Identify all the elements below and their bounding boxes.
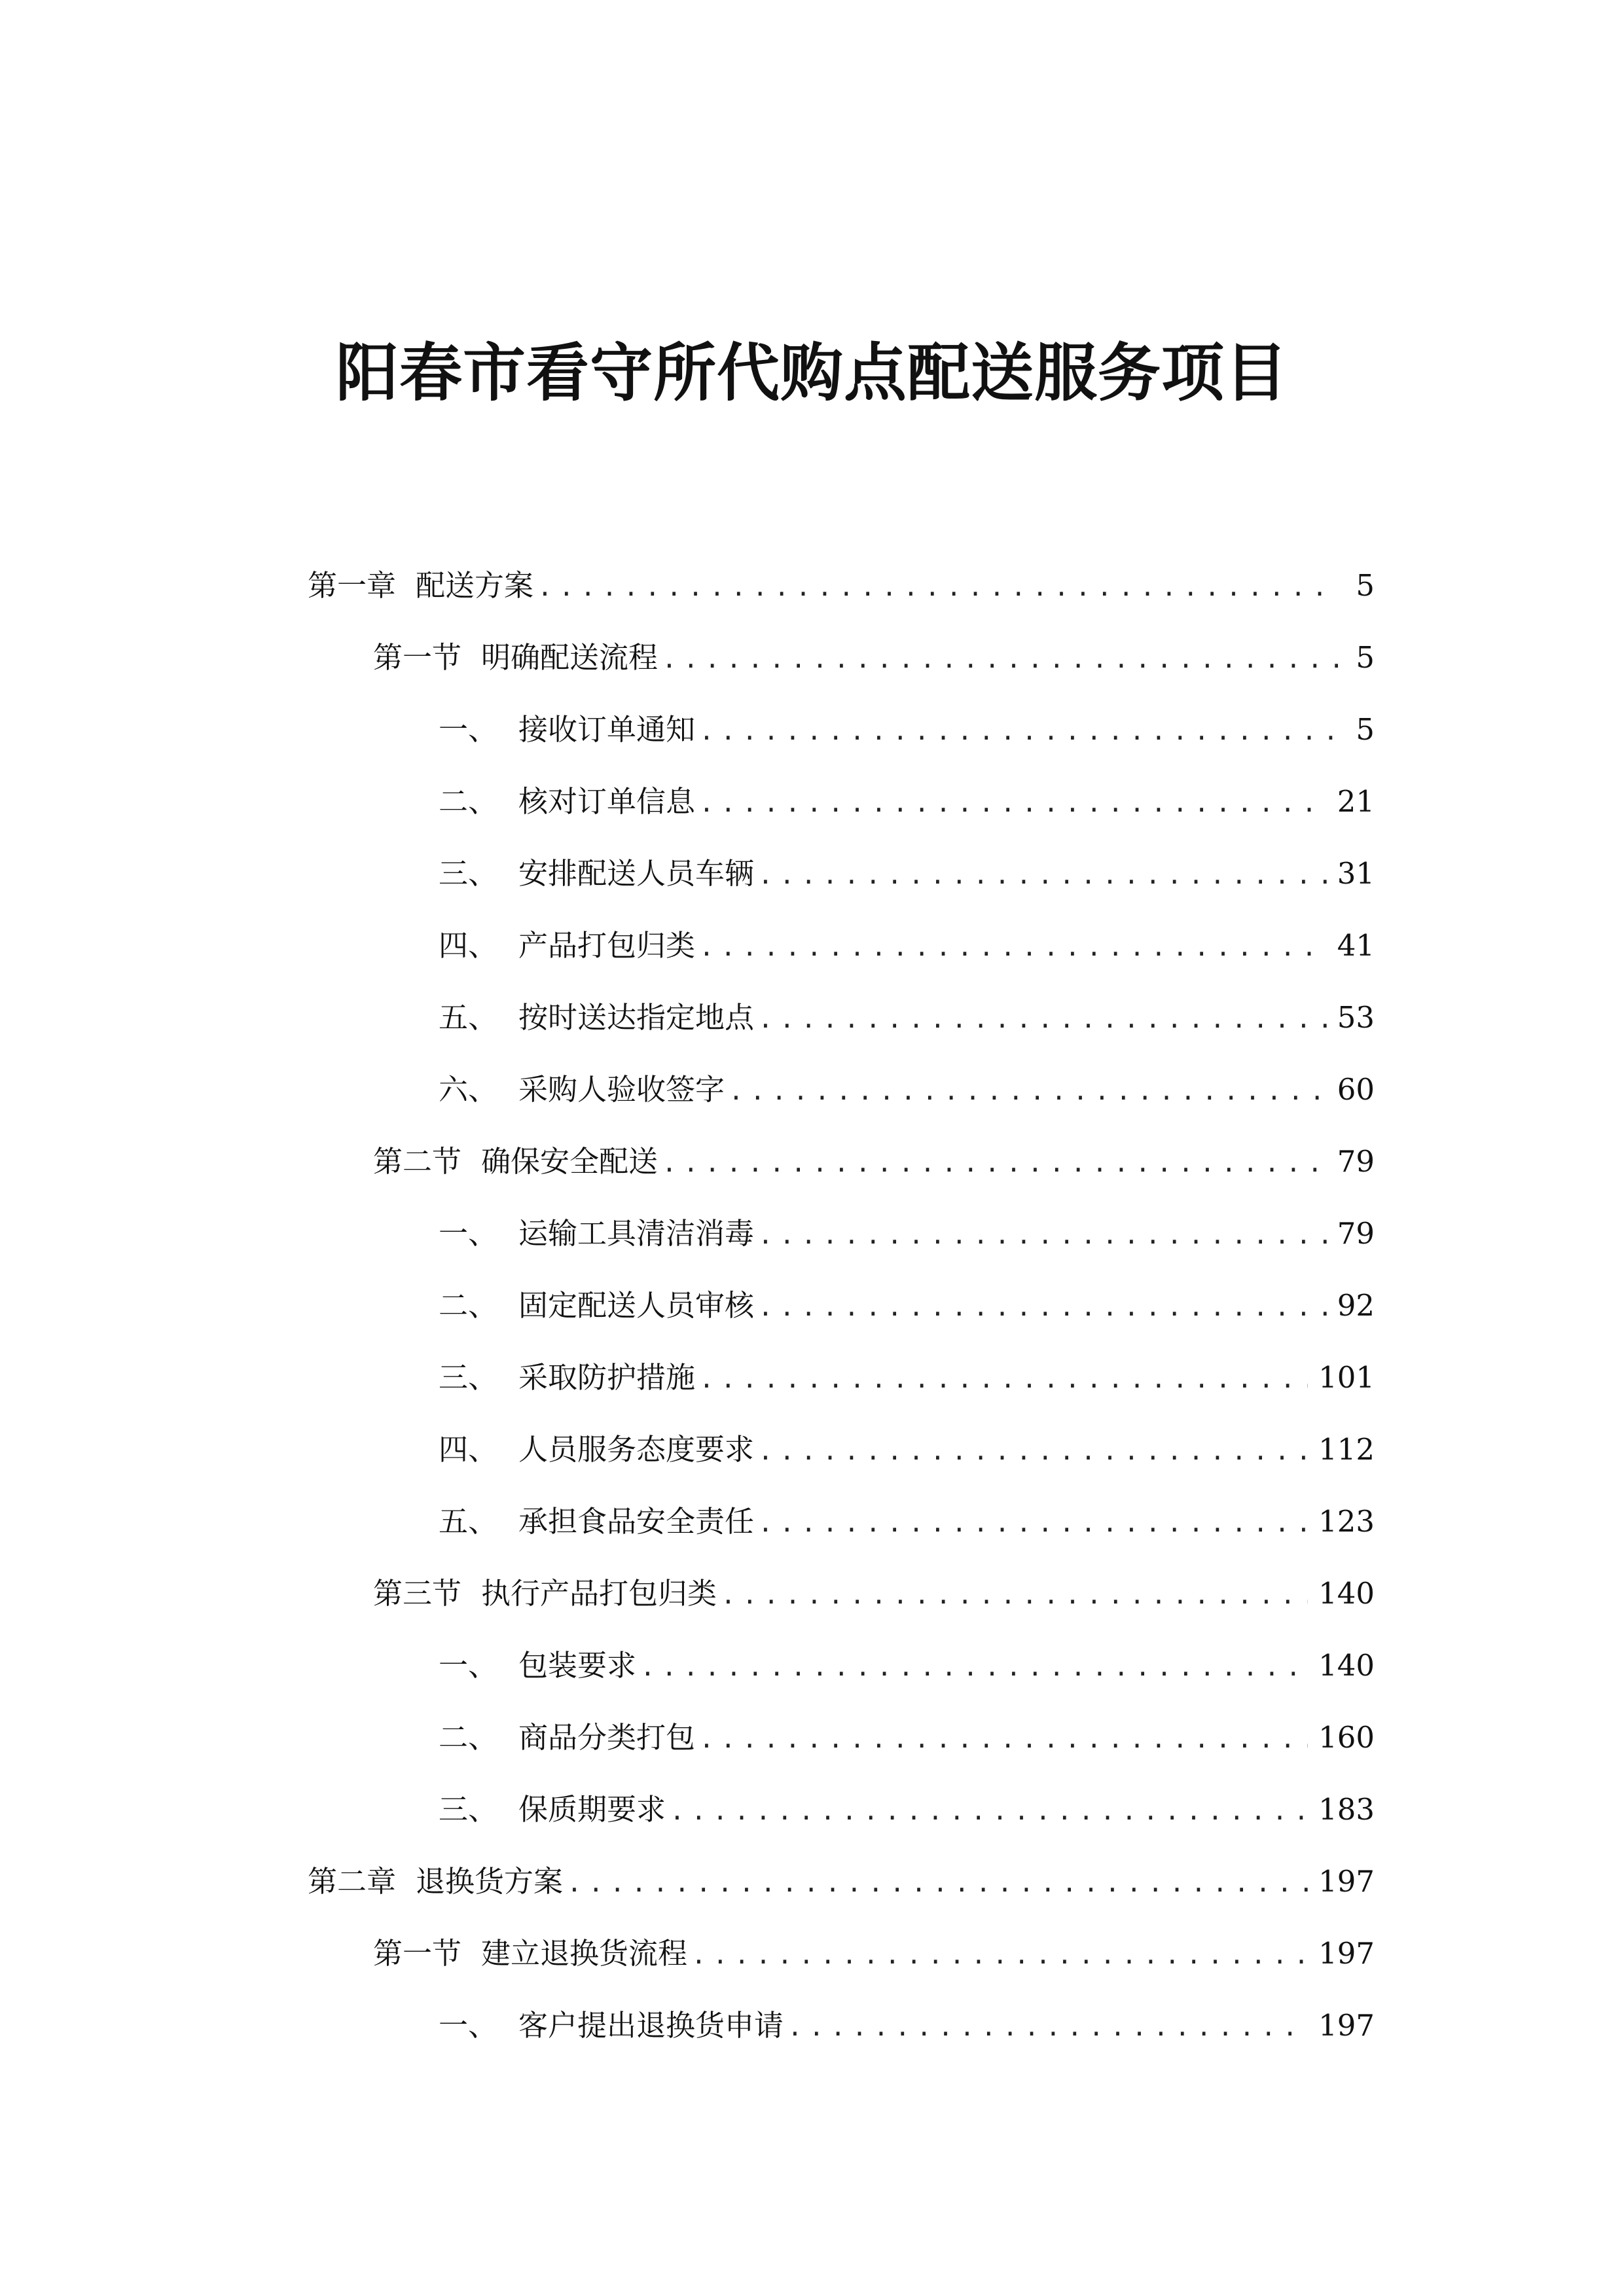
toc-entry[interactable] bbox=[308, 1054, 1375, 1126]
toc-entry-number: 四、 bbox=[439, 928, 498, 963]
toc-entry-number: 第二章 bbox=[308, 1864, 397, 1899]
toc-entry[interactable] bbox=[308, 1918, 1375, 1990]
table-of-contents bbox=[308, 550, 1375, 2062]
toc-page-number: 53 bbox=[1337, 1000, 1375, 1035]
toc-entry-number: 一、 bbox=[439, 712, 498, 747]
toc-entry-number: 四、 bbox=[439, 1432, 498, 1467]
toc-page-number: 197 bbox=[1318, 1936, 1375, 1971]
toc-entry-title: 明确配送流程 bbox=[481, 640, 659, 675]
toc-entry[interactable] bbox=[308, 1774, 1375, 1846]
toc-entry-title: 承担食品安全责任 bbox=[518, 1504, 755, 1539]
toc-dot-leader bbox=[670, 1775, 1308, 1847]
toc-entry-number: 第三节 bbox=[373, 1576, 462, 1611]
toc-page-number: 112 bbox=[1318, 1432, 1375, 1467]
toc-entry-title: 商品分类打包 bbox=[518, 1720, 696, 1755]
toc-entry-number: 五、 bbox=[439, 1000, 498, 1035]
toc-page-number: 197 bbox=[1318, 2008, 1375, 2043]
toc-page-number: 79 bbox=[1337, 1216, 1375, 1251]
toc-entry-title: 包装要求 bbox=[518, 1648, 637, 1683]
toc-entry-title: 确保安全配送 bbox=[481, 1144, 659, 1179]
toc-dot-leader bbox=[758, 1487, 1308, 1559]
toc-entry-title: 固定配送人员审核 bbox=[518, 1288, 755, 1323]
toc-entry[interactable] bbox=[308, 1486, 1375, 1558]
toc-entry[interactable] bbox=[308, 1342, 1375, 1414]
toc-entry-number: 三、 bbox=[439, 1360, 498, 1395]
toc-page-number: 197 bbox=[1318, 1864, 1375, 1899]
toc-dot-leader bbox=[758, 983, 1327, 1055]
toc-page-number: 21 bbox=[1337, 784, 1375, 819]
toc-dot-leader bbox=[640, 1631, 1308, 1703]
toc-entry-number: 一、 bbox=[439, 1216, 498, 1251]
toc-entry-number: 二、 bbox=[439, 1720, 498, 1755]
toc-dot-leader bbox=[699, 1703, 1308, 1775]
toc-page-number: 5 bbox=[1356, 640, 1375, 675]
toc-page-number: 101 bbox=[1318, 1360, 1375, 1395]
toc-entry-number: 一、 bbox=[439, 2008, 498, 2043]
toc-entry[interactable] bbox=[308, 1630, 1375, 1702]
toc-dot-leader bbox=[699, 767, 1327, 839]
toc-entry[interactable] bbox=[308, 1990, 1375, 2062]
toc-entry-number: 第一章 bbox=[308, 568, 397, 603]
toc-entry-title: 建立退换货流程 bbox=[481, 1936, 688, 1971]
toc-dot-leader bbox=[721, 1559, 1308, 1631]
toc-entry-number: 二、 bbox=[439, 784, 498, 819]
toc-entry-title: 执行产品打包归类 bbox=[481, 1576, 717, 1611]
toc-dot-leader bbox=[787, 1991, 1308, 2063]
toc-dot-leader bbox=[699, 1343, 1308, 1415]
toc-dot-leader bbox=[662, 623, 1338, 695]
toc-page-number: 123 bbox=[1318, 1504, 1375, 1539]
toc-entry-title: 按时送达指定地点 bbox=[518, 1000, 755, 1035]
toc-entry[interactable] bbox=[308, 1702, 1375, 1774]
toc-entry-number: 一、 bbox=[439, 1648, 498, 1683]
toc-entry[interactable] bbox=[308, 766, 1375, 838]
toc-dot-leader bbox=[699, 911, 1327, 983]
toc-page-number: 5 bbox=[1356, 712, 1375, 747]
toc-entry[interactable] bbox=[308, 1270, 1375, 1342]
toc-entry[interactable] bbox=[308, 982, 1375, 1054]
toc-page-number: 92 bbox=[1337, 1288, 1375, 1323]
toc-entry[interactable] bbox=[308, 1126, 1375, 1198]
toc-entry-title: 退换货方案 bbox=[416, 1864, 564, 1899]
toc-entry[interactable] bbox=[308, 1414, 1375, 1486]
toc-dot-leader bbox=[537, 551, 1338, 623]
toc-entry-number: 三、 bbox=[439, 1792, 498, 1827]
toc-entry[interactable] bbox=[308, 1558, 1375, 1630]
toc-entry[interactable] bbox=[308, 550, 1375, 622]
toc-entry-number: 二、 bbox=[439, 1288, 498, 1323]
toc-page-number: 79 bbox=[1337, 1144, 1375, 1179]
toc-dot-leader bbox=[758, 1271, 1327, 1343]
toc-entry-number: 五、 bbox=[439, 1504, 498, 1539]
toc-entry-number: 第一节 bbox=[373, 640, 462, 675]
toc-page-number: 140 bbox=[1318, 1576, 1375, 1611]
toc-entry-title: 人员服务态度要求 bbox=[518, 1432, 755, 1467]
toc-entry[interactable] bbox=[308, 622, 1375, 694]
toc-entry-title: 配送方案 bbox=[416, 568, 534, 603]
toc-dot-leader bbox=[699, 695, 1338, 767]
toc-entry[interactable] bbox=[308, 910, 1375, 982]
toc-page-number: 140 bbox=[1318, 1648, 1375, 1683]
toc-entry-title: 客户提出退换货申请 bbox=[518, 2008, 784, 2043]
toc-entry-title: 采取防护措施 bbox=[518, 1360, 696, 1395]
toc-entry-number: 第一节 bbox=[373, 1936, 462, 1971]
toc-entry[interactable] bbox=[308, 838, 1375, 910]
toc-page-number: 160 bbox=[1318, 1720, 1375, 1755]
toc-dot-leader bbox=[567, 1847, 1308, 1919]
toc-entry-title: 运输工具清洁消毒 bbox=[518, 1216, 755, 1251]
toc-page-number: 41 bbox=[1337, 928, 1375, 963]
toc-entry-title: 保质期要求 bbox=[518, 1792, 666, 1827]
toc-entry-title: 核对订单信息 bbox=[518, 784, 696, 819]
toc-entry[interactable] bbox=[308, 694, 1375, 766]
toc-entry-title: 产品打包归类 bbox=[518, 928, 696, 963]
toc-entry-number: 三、 bbox=[439, 856, 498, 891]
toc-entry-number: 第二节 bbox=[373, 1144, 462, 1179]
toc-page-number: 5 bbox=[1356, 568, 1375, 603]
toc-dot-leader bbox=[729, 1055, 1327, 1127]
toc-dot-leader bbox=[691, 1919, 1308, 1991]
toc-page-number: 183 bbox=[1318, 1792, 1375, 1827]
toc-entry-number: 六、 bbox=[439, 1072, 498, 1107]
toc-entry-title: 采购人验收签字 bbox=[518, 1072, 725, 1107]
toc-page-number: 31 bbox=[1337, 856, 1375, 891]
toc-dot-leader bbox=[758, 1199, 1327, 1271]
toc-dot-leader bbox=[758, 1415, 1308, 1487]
toc-dot-leader bbox=[662, 1127, 1327, 1199]
toc-entry-title: 接收订单通知 bbox=[518, 712, 696, 747]
toc-entry[interactable] bbox=[308, 1846, 1375, 1918]
document-title: 阳春市看守所代购点配送服务项目 bbox=[336, 336, 1288, 410]
toc-page-number: 60 bbox=[1337, 1072, 1375, 1107]
toc-entry-title: 安排配送人员车辆 bbox=[518, 856, 755, 891]
toc-entry[interactable] bbox=[308, 1198, 1375, 1270]
toc-dot-leader bbox=[758, 839, 1327, 911]
